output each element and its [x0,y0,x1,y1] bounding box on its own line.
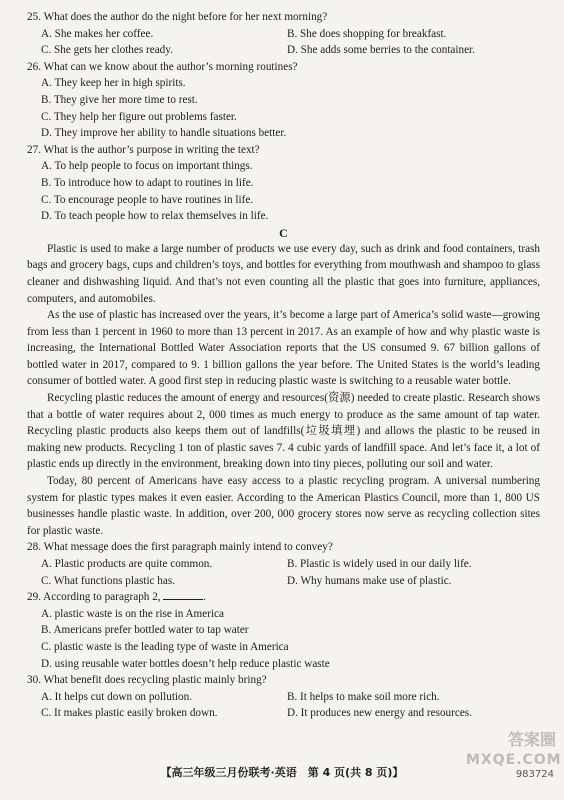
option-d: D. To teach people how to relax themselves in life. [41,210,269,223]
option-b: B. To introduce how to adapt to routines in life. [41,176,254,189]
question-30 [27,672,540,722]
option-a: A. To help people to focus on important things. [41,160,253,173]
option-c: C. plastic waste is the leading type of waste in America [41,640,289,653]
section-label: C [279,225,288,240]
question-29 [27,589,540,672]
option-c: C. She gets her clothes ready. [41,44,173,57]
option-row [27,42,540,59]
question-stem: 28. What message does the first paragraph mainly intend to convey? [27,541,333,554]
passage-paragraph-1: Plastic is used to make a large number of products we use every day, such as drink and food containers, trash bags and grocery bags, cups and children’s toys, and bottles for everything from mouthwash and shampoo to glass cleaner and dishwashing liquid. And that’s not even counting all the plastic that goes into furniture, appliances, computers, and automobiles. [27,242,540,305]
question-stem: 30. What benefit does recycling plastic mainly bring? [27,674,267,687]
question-stem-text: 29. According to paragraph 2, [27,591,161,604]
option-row [27,556,540,573]
option-a: A. It helps cut down on pollution. [41,690,193,703]
question-26 [27,59,540,142]
option-c: C. What functions plastic has. [41,574,176,587]
option-d: D. Why humans make use of plastic. [287,574,452,587]
question-stem-end: . [203,591,207,604]
option-b: B. Americans prefer bottled water to tap water [41,624,249,637]
option-row [27,705,540,722]
option-b: B. She does shopping for breakfast. [287,27,447,40]
option-b: B. It helps to make soil more rich. [287,690,440,703]
option-a: A. Plastic products are quite common. [41,558,213,570]
option-row [27,573,540,590]
passage-paragraph-2: As the use of plastic has increased over the years, it’s become a large part of America’s solid waste—growing from less than 1 percent in 1960 to more than 13 percent in 2017. As an example of how and why plastic waste is increasing, the International Bottled Water Association reports that the US consumed 9. 67 billion gallons of bottled water in 2017, compared to 9. 1 billion gallons the year before. The United States is the world’s leading consumer of bottled water. A good first step in reducing plastic waste is switching to a reusable water bottle. [27,309,540,388]
answer-blank [163,589,203,600]
option-a: A. plastic waste is on the rise in America [41,607,224,620]
option-d: D. using reusable water bottles doesn’t help reduce plastic waste [41,657,330,670]
option-c: C. They help her figure out problems faster. [41,110,237,123]
option-a: A. She makes her coffee. [41,27,154,40]
question-28 [27,539,540,589]
reading-passage [27,241,540,540]
passage-paragraph-4: Today, 80 percent of Americans have easy access to a plastic recycling program. A universal numbering system for plastic types makes it even easier. According to the American Plastics Council, more than 1, 800 US businesses handle plastic waste. In addition, over 200, 000 grocery stores now serve as recycling collection sites for plastic waste. [27,475,540,537]
option-row [27,689,540,706]
option-b: B. Plastic is widely used in our daily life. [287,558,472,570]
option-d: D. She adds some berries to the container. [287,44,475,57]
option-d: D. It produces new energy and resources. [287,707,472,720]
question-stem: 25. What does the author do the night before for her next morning? [27,11,328,23]
watermark-top: 答案圈 [507,730,556,749]
watermark-bottom: MXQE.COM [466,752,562,768]
option-b: B. They give her more time to rest. [41,93,198,106]
option-c: C. It makes plastic easily broken down. [41,707,218,720]
passage-paragraph-3: Recycling plastic reduces the amount of energy and resources(资源) needed to create plastic. Research shows that a bottle of water requires about 2, 000 times as much energy to produce as the same amount of tap water. Recycling plastic products also keeps them out of landfills(垃圾填埋) and allows the plastic to be reused in making new products. Recycling 1 ton of plastic saves 7. 4 cubic yards of landfill space. And let’s face it, a lot of plastic ends up directly in the environment, breaking down into tiny pieces, polluting our soil and water. [27,392,540,471]
question-25 [27,9,540,59]
question-27 [27,142,540,225]
option-row [27,26,540,43]
option-d: D. They improve her ability to handle situations better. [41,127,287,140]
option-c: C. To encourage people to have routines in life. [41,193,254,206]
question-stem: 27. What is the author’s purpose in writing the text? [27,143,260,156]
footer-code: 983724 [515,769,554,780]
option-a: A. They keep her in high spirits. [41,77,186,90]
question-stem [27,589,540,606]
page-footer: 【高三年级三月份联考·英语 第 4 页(共 8 页)】 [160,766,404,779]
question-stem: 26. What can we know about the author’s morning routines? [27,60,298,73]
